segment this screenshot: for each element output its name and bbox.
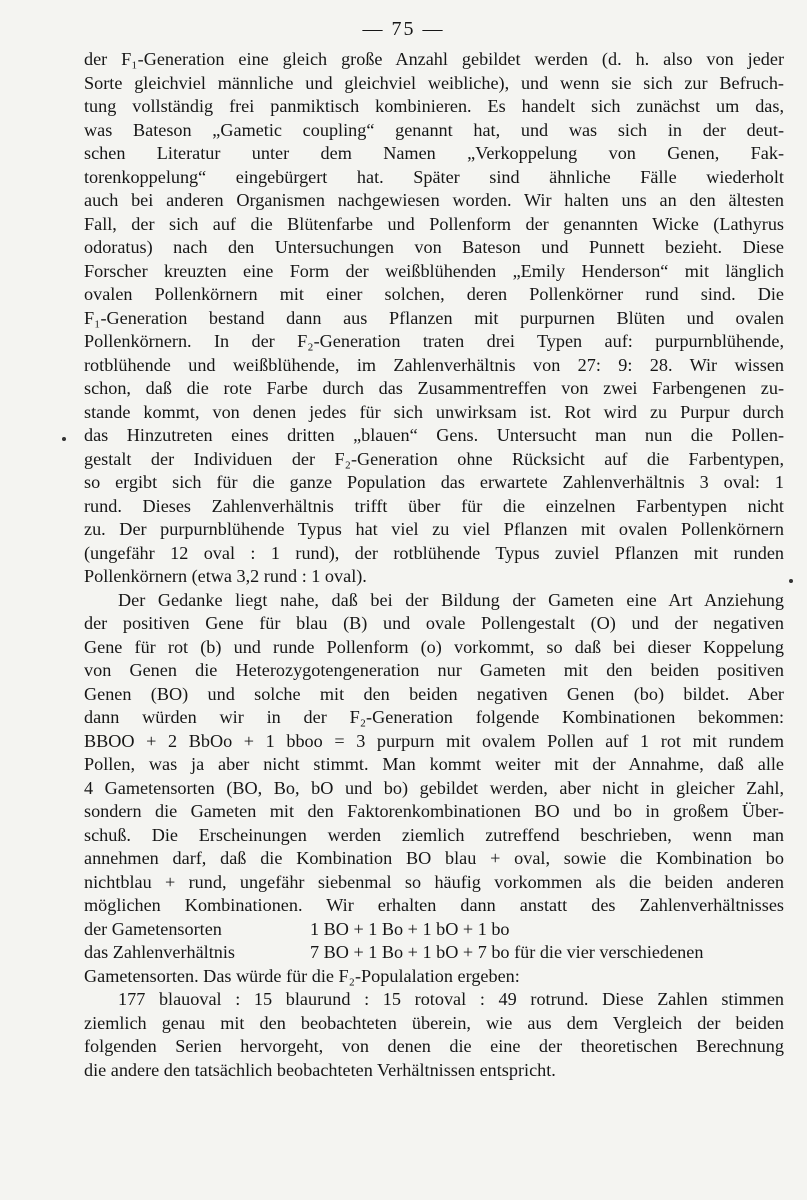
text-line: stande kommt, von denen jedes für sich unwirksam ist. Rot wird zu Purpur durch (84, 401, 784, 422)
text-line: Pollen, was ja aber nicht stimmt. Man kommt weiter mit der Annahme, daß alle (84, 754, 784, 774)
text-line: Pollenkörnern (etwa 3,2 rund : 1 oval). (84, 566, 367, 586)
text-line: tung vollständig frei panmiktisch kombinieren. Es handelt sich zunächst um das, (84, 96, 784, 116)
margin-dot (62, 437, 66, 441)
page-number: — 75 — (362, 18, 445, 40)
text-line: annehmen darf, daß die Kombination BO blau + oval, sowie die Kombination bo (84, 848, 784, 868)
text-line: möglichen Kombinationen. Wir erhalten dann anstatt des Zahlenverhältnisses (84, 895, 784, 915)
text-line: ovalen Pollenkörnern mit einer solchen, deren Pollenkörner rund sind. Die (84, 284, 784, 304)
text-line: gestalt der Individuen der F₂-Generation ohne Rücksicht auf die Farbentypen, (84, 448, 784, 469)
text-line: rund. Dieses Zahlenverhältnis trifft über für die einzelnen Farbentypen nicht (84, 495, 784, 516)
ratio-row-label: der Gametensorten (84, 918, 222, 939)
text-line: so ergibt sich für die ganze Population das erwartete Zahlenverhältnis 3 oval: 1 (84, 472, 784, 492)
body-text (84, 48, 784, 1082)
text-line: was Bateson „Gametic coupling“ genannt hat, und was sich in der deut- (84, 119, 784, 140)
text-line: Gametensorten. Das würde für die F₂-Populalation ergeben: (84, 965, 520, 986)
text-line: Pollenkörnern. In der F₂-Generation traten drei Typen auf: purpurnblühende, (84, 331, 784, 351)
text-line: Forscher kreuzten eine Form der weißblühenden „Emily Henderson“ mit länglich (84, 260, 784, 281)
ratio-row-value: 1 BO + 1 Bo + 1 bO + 1 bo (310, 918, 510, 939)
text-line: die andere den tatsächlich beobachteten Verhältnissen entspricht. (84, 1059, 556, 1080)
text-line: sondern die Gameten mit den Faktorenkombinationen BO und bo in großem Über- (84, 801, 784, 821)
text-line: der F₁-Generation eine gleich große Anzahl gebildet werden (d. h. also von jeder (84, 49, 784, 69)
paragraph-start-line: 177 blauoval : 15 blaurund : 15 rotoval : 49 rotrund. Diese Zahlen stimmen (118, 989, 784, 1009)
text-line: dann würden wir in der F₂-Generation folgende Kombinationen bekommen: (84, 707, 784, 727)
text-line: odoratus) nach den Untersuchungen von Bateson und Punnett bezieht. Diese (84, 237, 784, 257)
text-line: (ungefähr 12 oval : 1 rund), der rotblühende Typus zuviel Pflanzen mit runden (84, 542, 784, 563)
text-line: torenkoppelung“ eingebürgert hat. Später sind ähnliche Fälle wiederholt (84, 166, 784, 187)
ratio-row (84, 918, 784, 942)
text-line: BBOO + 2 BbOo + 1 bboo = 3 purpurn mit ovalem Pollen auf 1 rot mit rundem (84, 730, 784, 751)
text-line: Gene für rot (b) und runde Pollenform (o) vorkommt, so daß bei dieser Koppelung (84, 636, 784, 657)
ratio-row-value: 7 BO + 1 Bo + 1 bO + 7 bo für die vier verschiedenen (310, 942, 704, 962)
margin-dot (789, 579, 793, 583)
text-line: F₁-Generation bestand dann aus Pflanzen mit purpurnen Blüten und ovalen (84, 307, 784, 328)
text-line: zu. Der purpurnblühende Typus hat viel zu viel Pflanzen mit ovalen Pollenkörnern (84, 519, 784, 539)
paragraph-start-line: Der Gedanke liegt nahe, daß bei der Bildung der Gameten eine Art Anziehung (118, 589, 784, 610)
text-line: auch bei anderen Organismen nachgewiesen worden. Wir halten uns an den ältesten (84, 190, 784, 210)
text-line: ziemlich genau mit den beobachteten überein, wie aus dem Vergleich der beiden (84, 1012, 784, 1033)
text-line: Fall, der sich auf die Blütenfarbe und Pollenform der genannten Wicke (Lathyrus (84, 213, 784, 234)
text-line: schuß. Die Erscheinungen werden ziemlich zutreffend beschrieben, wenn man (84, 824, 784, 845)
ratio-row (84, 941, 784, 965)
text-line: 4 Gametensorten (BO, Bo, bO und bo) gebildet werden, aber nicht in gleicher Zahl, (84, 777, 784, 798)
ratio-row-label: das Zahlenverhältnis (84, 942, 236, 962)
text-line: folgenden Serien hervorgeht, von denen die eine der theoretischen Berechnung (84, 1036, 784, 1056)
text-line: schon, daß die rote Farbe durch das Zusammentreffen von zwei Farbengenen zu- (84, 378, 784, 398)
text-line: rotblühende und weißblühende, im Zahlenverhältnis von 27: 9: 28. Wir wissen (84, 354, 784, 375)
text-line: von Genen die Heterozygotengeneration nur Gameten mit den beiden positiven (84, 660, 784, 680)
text-line: das Hinzutreten eines dritten „blauen“ Gens. Untersucht man nun die Pollen- (84, 425, 784, 445)
text-line: nichtblau + rund, ungefähr siebenmal so häufig vorkommen als die beiden anderen (84, 871, 784, 892)
text-line: Sorte gleichviel männliche und gleichviel weibliche), und wenn sie sich zur Befruch- (84, 72, 784, 93)
text-line: Genen (BO) und solche mit den beiden negativen Genen (bo) bildet. Aber (84, 683, 784, 704)
text-line: der positiven Gene für blau (B) und ovale Pollengestalt (O) und der negativen (84, 613, 784, 633)
text-line: schen Literatur unter dem Namen „Verkoppelung von Genen, Fak- (84, 143, 784, 163)
